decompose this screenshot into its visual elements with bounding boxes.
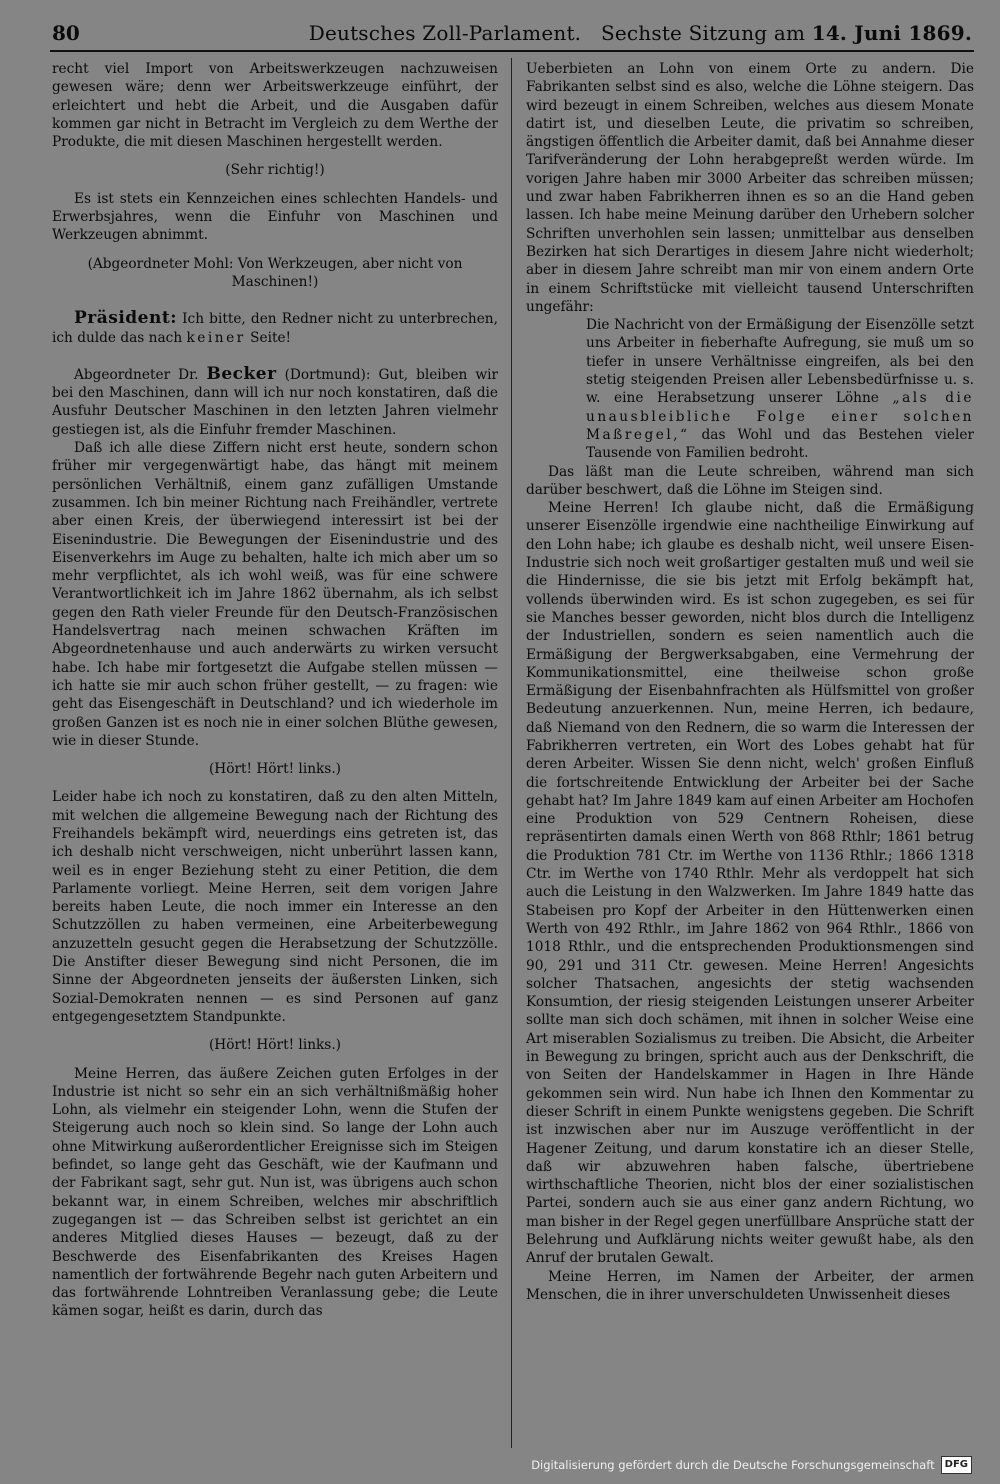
page-number: 80 (52, 21, 80, 45)
president-label: Präsident: (74, 308, 177, 329)
left-paragraph-5: Leider habe ich noch zu konstatiren, daß zu den alten Mitteln, mit welchen die allgemeine Bewegung nach der Richtung des Freihandels bekämpft wird, neuerdings eins getreten ist, das ich deshalb nicht verschweigen, nicht unberührt lassen kann, weil es in enger Beziehung steht zu einer Petition, die dem Parlamente vorliegt. Meine Herren, seit dem vorigen Jahre bereits haben Leute, die noch immer ein Interesse an den Schutzzöllen zu haben vermeinen, eine Arbeiterbewegung anzuzetteln gesucht gegen die Herabsetzung der Schutzzölle. Die Anstifter dieser Bewegung sind nicht Personen, die im Sinne der Abgeordneten jenseits der äußersten Linken, sich Sozial-Demokraten nennen — es sind Personen auf ganz entgegengesetztem Standpunkte. (52, 789, 498, 1025)
president-text-b: Seite! (250, 329, 292, 346)
right-column (526, 60, 974, 1440)
digitization-footer (531, 1454, 972, 1476)
left-column (52, 60, 498, 1440)
header-rule (50, 50, 974, 52)
left-interjection-2: (Abgeordneter Mohl: Von Werkzeugen, aber nicht von Maschinen!) (87, 255, 463, 290)
left-paragraph-4: Daß ich alle diese Ziffern nicht erst heute, sondern schon früher mir vergegenwärtigt habe, das hängt mit meinem persönlichen Verhältniß, einem ganz zufälligen Umstande zusammen. Ich bin meiner Richtung nach Freihändler, vertrete aber einen Kreis, der überwiegend interessirt ist bei der Eisenindustrie. Die Bewegungen der Eisenindustrie und des Eisenverkehrs im Auge zu behalten, halte ich mich aber um so mehr verpflichtet, als ich wohl weiß, was für eine schwere Verantwortlichkeit ich im Jahre 1862 übernahm, als ich selbst gegen den Rath vieler Freunde für den Deutsch-Französischen Handelsvertrag nach meinen schwachen Kräften im Abgeordnetenhause und auch anderwärts zu wirken versucht habe. Ich habe mir fortgesetzt die Aufgabe stellen müssen — ich hatte sie mir auch schon früher gestellt, — zu fragen: wie geht das Eisengeschäft in Deutschland? und ich wiederhole im großen Ganzen ist es noch nie in einer solchen Blüthe gewesen, wie in dieser Stunde. (52, 440, 498, 749)
quoted-petition-text (586, 316, 974, 462)
left-interjection-3: (Hört! Hört! links.) (208, 761, 342, 778)
speaker-name: Becker (206, 363, 277, 384)
president-paragraph (52, 309, 498, 347)
left-paragraph-6: Meine Herren, das äußere Zeichen guten Erfolges in der Industrie ist nicht so sehr ein an sich verhältnißmäßig hoher Lohn, als vielmehr ein steigender Lohn, wenn die Stufen der Steigerung auch noch so klein sind. So lange der Lohn auch ohne Mitwirkung außerordentlicher Ereignisse sich im Steigen befindet, so lange geht das Geschäft, wie der Kaufmann und der Fabrikant sagt, sehr gut. Nun ist, was übrigens auch schon bekannt war, in einem Schreiben, welches mir abschriftlich zugegangen ist — das Schreiben selbst ist gerichtet an ein anderes Mitglied dieses Hauses — bezeugt, daß zu der Beschwerde des Eisenfabrikanten des Kreises Hagen namentlich der fortwährende Begehr nach guten Arbeitern und das fortwährende Lohntreiben Veranlassung gebe; die Leute kämen sogar, heißt es darin, durch das (52, 1065, 498, 1320)
header-title-prefix: Deutsches Zoll-Parlament. (308, 21, 582, 45)
president-text-spaced: keiner (186, 329, 246, 346)
left-paragraph-3-b: (Dortmund): Gut, bleiben wir bei den Maschinen, dann will ich nur noch konstatiren, daß die Ausfuhr Deutscher Maschinen in den letzten Jahren vielmehr gestiegen ist, als die Einfuhr fremder Maschinen. (52, 366, 498, 438)
dfg-logo: DFG (941, 1456, 972, 1474)
header-title-date: 14. Juni 1869. (811, 21, 972, 45)
quote-text-a: Die Nachricht von der Ermäßigung der Eisenzölle setzt uns Arbeiter in fieberhafte Aufregung, sie muß um so tiefer in unsere Verhältnisse eingreifen, als bei den stetig steigenden Preisen aller Lebensbedürfnisse u. s. w. eine Herabsetzung unserer Löhne (586, 317, 974, 407)
column-divider (511, 58, 512, 1448)
left-interjection-4: (Hört! Hört! links.) (208, 1037, 342, 1054)
right-paragraph-3: Meine Herren! Ich glaube nicht, daß die Ermäßigung unserer Eisenzölle irgendwie eine nachtheilige Einwirkung auf den Lohn habe; ich glaube es deshalb nicht, weil unsere Eisen-Industrie sich noch weit großartiger gestalten muß und weil sie die Hindernisse, die sie bis jetzt mit Erfolg bekämpft hat, vollends überwinden wird. Es ist schon zugegeben, es sei für sie Manches besser geworden, nicht blos durch die Intelligenz der Industriellen, sondern es seien namentlich auch die Ermäßigung der Bergwerksabgaben, eine Vermehrung der Kommunikationsmittel, eine theilweise schon große Ermäßigung der Eisenbahnfrachten als Hülfsmittel von großer Bedeutung anzuerkennen. Nun, meine Herren, ich bedaure, daß Niemand von den Rednern, die so warm die Interessen der Fabrikherren vertreten, ein Wort des Lobes gehabt hat für deren Arbeiter. Wissen Sie denn nicht, welch' großen Einfluß die fortschreitende Entwicklung der Arbeiter bei der Sache gehabt hat? Im Jahre 1849 kam auf einen Arbeiter am Hochofen eine Produktion von 529 Centnern Roheisen, diese repräsentirten damals einen Werth von 868 Rthlr; 1861 betrug die Produktion 781 Ctr. im Werthe von 1136 Rthlr.; 1866 1318 Ctr. im Werthe von 1740 Rthlr. Mehr als verdoppelt hat sich auch die Leistung in den Walzwerken. Im Jahre 1849 hatte das Stabeisen pro Kopf der Arbeiter in den Hüttenwerken einen Werth von 492 Rthlr., im Jahre 1862 von 964 Rthlr., 1866 von 1018 Rthlr., und die entsprechenden Produktionsmengen sind 90, 291 und 311 Ctr. gewesen. Meine Herren! Angesichts solcher Thatsachen, angesichts der stetig wachsenden Konsumtion, der riesig steigenden Leistungen unserer Arbeiter sollte man sich doch schämen, mit ihnen in solcher Weise eine Art miserablen Sozialismus zu treiben. Die Absicht, die Arbeiter in Bewegung zu bringen, spricht auch aus der Denkschrift, die von Seiten der Handelskammer in Hagen in Ihre Hände gekommen sein wird. Nun habe ich Ihnen den Kommentar zu dieser Schrift in einem Punkte wenigstens gegeben. Die Schrift ist inzwischen aber nur im Auszuge veröffentlicht in der Hagener Zeitung, und darum konstatire ich an dieser Stelle, daß wir abzuwehren haben falsche, übertriebene wirthschaftliche Theorien, nicht blos der einer sozialistischen Partei, sondern auch sie aus einer ganz andern Richtung, wo man bisher in der Regel gegen unerfüllbare Ansprüche statt der Belehrung und Aufklärung nichts weiter gewußt habe, als den Anruf der brutalen Gewalt. (526, 500, 974, 1267)
right-paragraph-4: Meine Herren, im Namen der Arbeiter, der armen Menschen, die in ihrer unverschuldeten Unwissenheit dieses (526, 1268, 974, 1303)
quote-text-b: das Wohl und das Bestehen vieler Tausende von Familien bedroht. (586, 426, 974, 462)
left-paragraph-2: Es ist stets ein Kennzeichen eines schlechten Handels- und Erwerbsjahres, wenn die Einfuhr von Maschinen und Werkzeugen abnimmt. (52, 190, 498, 244)
right-paragraph-2: Das läßt man die Leute schreiben, während man sich darüber beschwert, daß die Löhne im Steigen sind. (526, 463, 974, 498)
page-header (52, 18, 972, 48)
left-interjection-1: (Sehr richtig!) (225, 162, 325, 179)
quote-text-spaced: „als die unausbleibliche Folge einer solchen Maßregel,“ (586, 390, 974, 443)
president-text-a: Ich bitte, den Redner nicht zu unterbrechen, ich dulde das nach (52, 311, 498, 346)
header-title (309, 18, 972, 48)
header-title-session: Sechste Sitzung am (600, 21, 806, 45)
quoted-petition (586, 316, 974, 462)
left-paragraph-3 (52, 365, 498, 439)
right-paragraph-1: Ueberbieten an Lohn von einem Orte zu andern. Die Fabrikanten selbst sind es also, welche die Löhne steigern. Das wird bezeugt in einem Schreiben, welches aus diesem Monate datirt ist, und dieselben Leute, die privatim so schreiben, ängstigen öffentlich die Arbeiter damit, daß bei Annahme dieser Tarifveränderung der Lohn herabgepreßt werden würde. Im vorigen Jahre haben mir 3000 Arbeiter das schreiben müssen; und zwar haben Fabrikherren ihnen es so an die Hand geben lassen. Ich habe meine Meinung darüber den Urhebern solcher Schriften unverhohlen sein lassen; unmittelbar aus denselben Bezirken hat sich Derartiges in diesem Jahre nicht wiederholt; aber in diesem Jahre schreibt man mir von einem andern Orte in einem Schriftstücke mit vielleicht tausend Unterschriften ungefähr: (526, 61, 974, 315)
left-paragraph-1: recht viel Import von Arbeitswerkzeugen nachzuweisen gewesen wäre; denn wer Arbeitswerkzeuge einführt, der erleichtert und hebt die Arbeit, und die Ausgaben dafür kommen gar nicht in Betracht im Vergleich zu dem Werthe der Produkte, die mit diesen Maschinen hergestellt werden. (52, 61, 498, 151)
footer-text: Digitalisierung gefördert durch die Deutsche Forschungsgemeinschaft (531, 1458, 935, 1472)
left-paragraph-3-a: Abgeordneter Dr. (74, 366, 199, 383)
